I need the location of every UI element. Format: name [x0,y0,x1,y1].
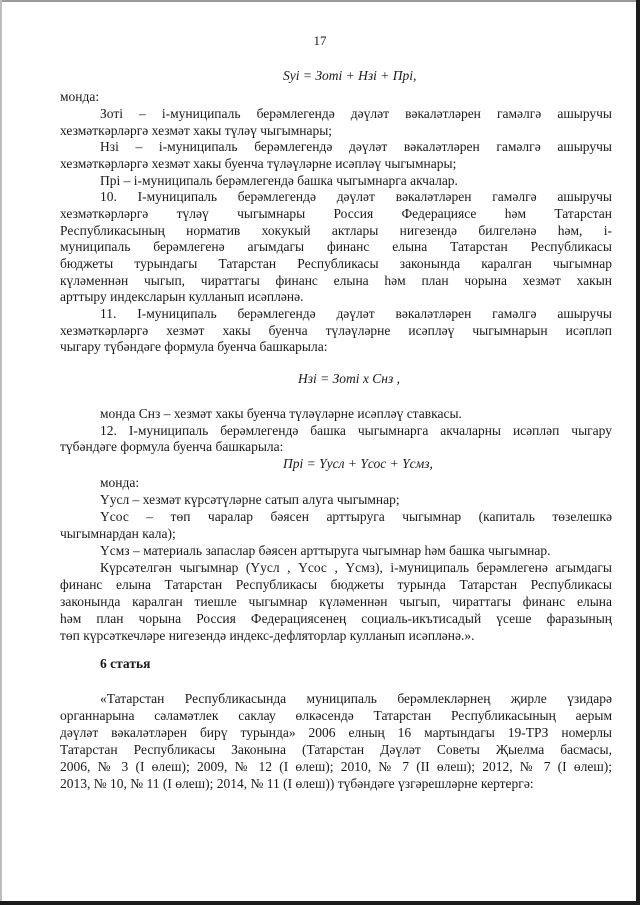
text-line: Күрсәтелгән чыгымнар (Yусл , Yсос , Yсмз), i-муниципаль берәмлегенә агымдагы [100,560,612,575]
text-line: 2006, № 3 (I өлеш); 2009, № 12 (I өлеш); 2010, № 7 (II өлеш); 2012, № 7 (I өлеш); [60,759,612,774]
text-line: бюджеты турындагы Татарстан Республикасы законында каралган чыгымнар [60,256,612,271]
text-line: чыгару түбәндәге формула буенча башкарыла: [60,339,328,354]
text-line: «Татарстан Республикасында муниципаль берәмлекләрнең җирле үзидарә [100,691,612,706]
text-line: Yусл – хезмәт күрсәтүләрне сатып алуга чыгымнар; [100,492,400,507]
text-line: монда Снз – хезмәт хакы буенча түләүләрне исәпләү ставкасы. [100,406,462,421]
page-number: 17 [313,33,327,48]
text-line: хезмәткәрләргә хезмәт хакы буенча түләүләрне исәпләү чыгымнары; [60,156,457,171]
text-line: 10. I-муниципаль берәмлегендә дәүләт вәкаләтләрен гамәлгә ашыручы [100,189,612,204]
text-line: һәм план чорына Россия Федерациясенең социаль-икътисадый үсеше фаразының [60,611,612,626]
scan-edge-bottom [0,901,640,905]
text-line: хезмәткәрләргә хезмәт хакы түләү чыгымнары; [60,123,333,138]
text-line: арттыру индексларын кулланып исәпләнә. [60,289,304,304]
formula-pr: Прi = Yусл + Yсос + Yсмз, [283,456,433,471]
text-line: Республикасының норматив хокукый актлары нигезендә билгеләнә һәм, i- [60,223,612,238]
text-line: түбәндәге формула буенча башкарыла: [60,439,284,454]
text-line: хезмәткәрләргә хезмәт хакы буенча түләүләрне исәпләү чыгымнарын исәпләп [60,323,612,338]
text-line: законында каралган тиешле чыгымнар күләменнән чыгып, чираттагы финанс елына [60,594,612,609]
text-line: финанс елына Татарстан Республикасы бюджеты турында Татарстан Республикасы [60,577,612,592]
text-line: муниципаль берәмлегенә агымдагы финанс елына Татарстан Республикасы [60,239,612,254]
section-heading: 6 статья [100,656,151,671]
text-line: органнарына сәламәтлек саклау өлкәсендә Татарстан Республикасының аерым [60,708,612,723]
text-line: күләменнән чыгып, чираттагы финанс елына һәм план чорына хезмәт хакын [60,273,612,288]
text-line: Прi – i-муниципаль берәмлегендә башка чыгымнарга акчалар. [100,173,458,188]
scan-edge-right [636,0,640,905]
text-line: Татарстан Республикасы Законына (Татарстан Дәүләт Советы Җыелма басмасы, [60,742,612,757]
text-line: Yсос – төп чаралар бәясен арттыруга чыгымнар (капиталь төзелешкә [100,509,612,524]
scan-edge-top [0,0,640,2]
text-line: төп күрсәткечләре нигезендә индекс-дефляторлар кулланып исәпләнә.». [60,628,475,643]
text-line: монда: [100,475,140,490]
formula-nz: Нзi = Зотi x Снз , [298,371,401,386]
text-line: Нзi – i-муниципаль берәмлегендә дәүләт вәкаләтләрен гамәлгә ашыручы [100,139,612,154]
text-line: 2013, № 10, № 11 (I өлеш); 2014, № 11 (I өлеш)) түбәндәге үзгәрешләрне кертергә: [60,776,534,791]
text-line: Yсмз – материаль запаслар бәясен арттыруга чыгымнар һәм башка чыгымнар. [100,543,551,558]
text-line: 11. I-муниципаль берәмлегендә дәүләт вәкаләтләрен гамәлгә ашыручы [100,306,612,321]
text-line: дәүләт вәкаләтләрен бирү турында» 2006 елның 16 мартындагы 19-ТРЗ номерлы [60,725,612,740]
scan-edge-left [0,0,2,905]
text-line: Зотi – i-муниципаль берәмлегендә дәүләт вәкаләтләрен гамәлгә ашыручы [100,106,612,121]
text-line: монда: [60,89,100,104]
text-line: чыгымнардан кала); [60,526,176,541]
text-line: 12. I-муниципаль берәмлегендә башка чыгымнарга акчаларны исәпләп чыгару [100,423,612,438]
formula-sum: Sуi = Зотi + Нзi + Прi, [283,68,417,83]
text-line: хезмәткәрләргә түләү чыгымнары Россия Федерациясе һәм Татарстан [60,206,612,221]
